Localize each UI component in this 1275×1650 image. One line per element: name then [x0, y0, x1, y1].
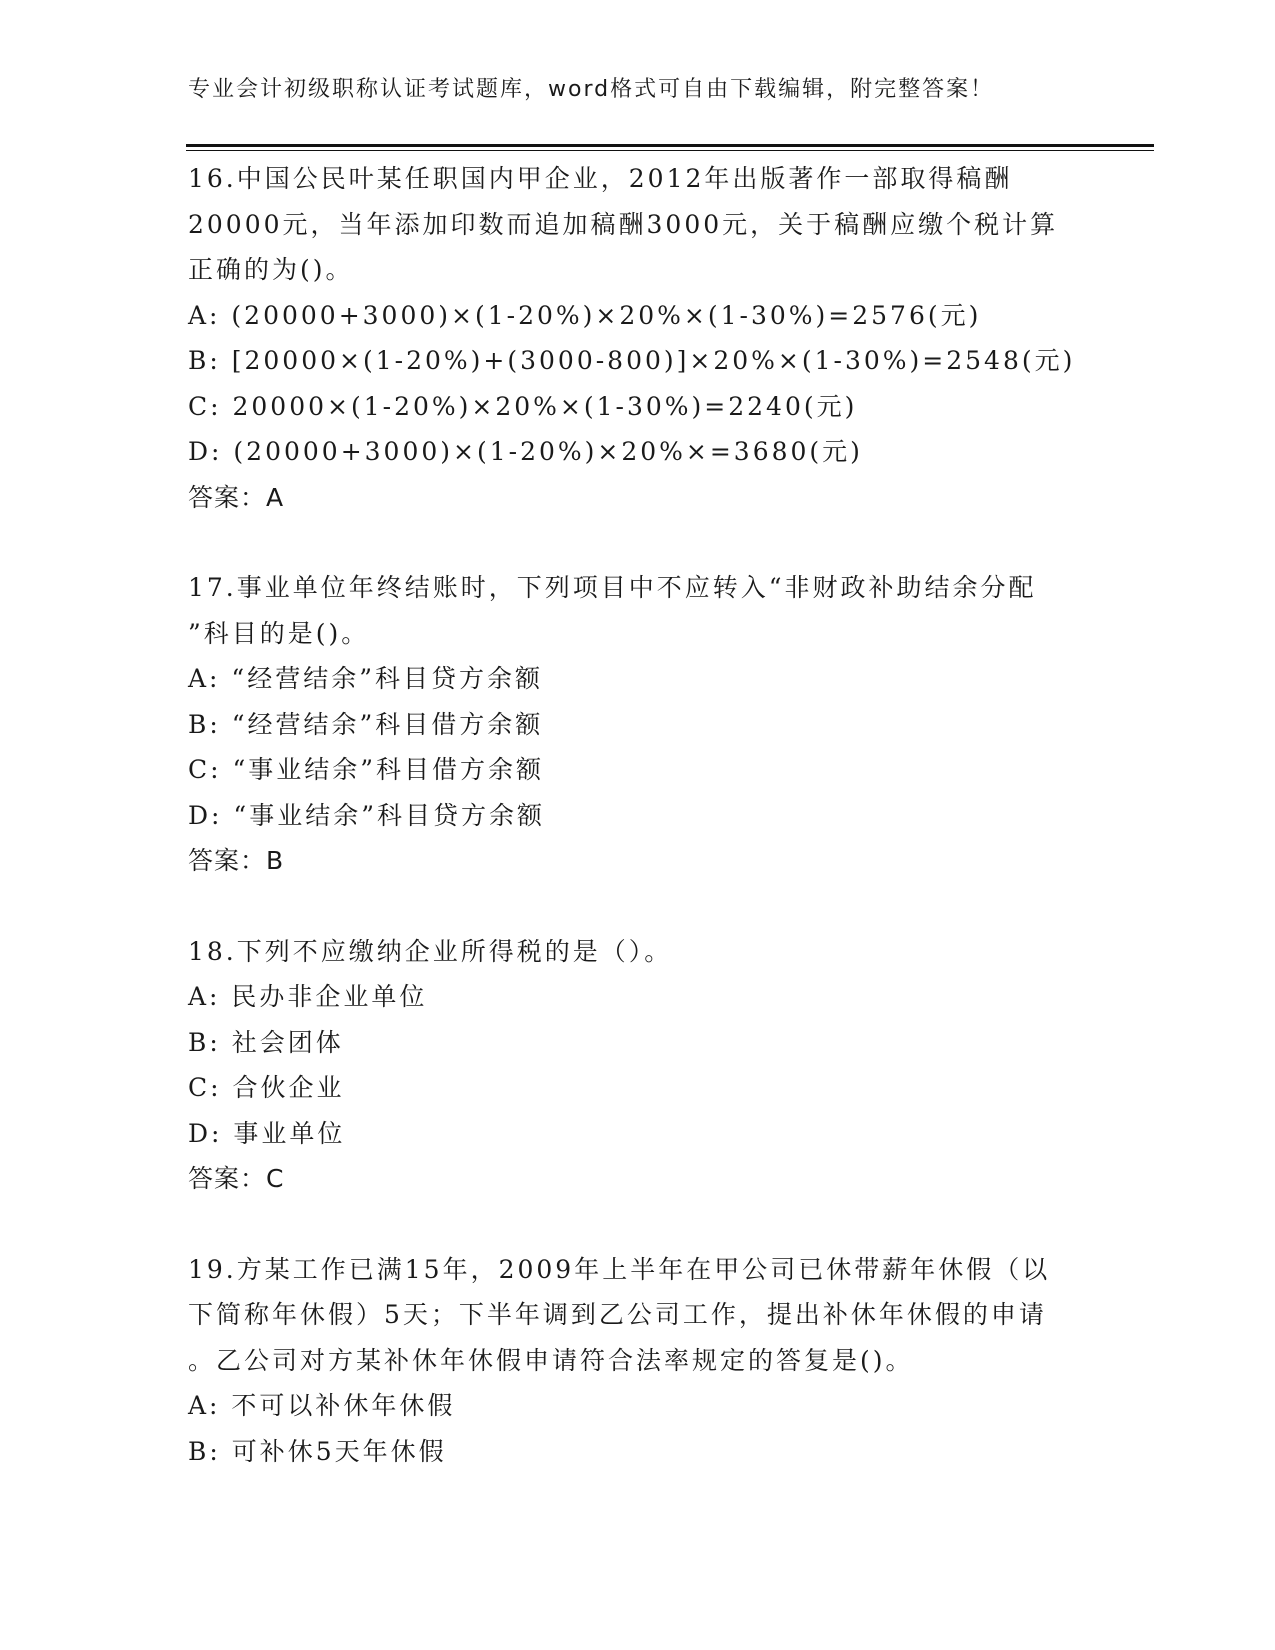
question-text: 19.方某工作已满15年，2009年上半年在甲公司已休带薪年休假（以: [188, 1254, 1051, 1284]
question-text: 18.下列不应缴纳企业所得税的是（）。: [188, 936, 673, 966]
question-text: 正确的为()。: [188, 255, 354, 284]
option-a: A: 民办非企业单位: [188, 982, 428, 1011]
option-c: C: 合伙企业: [188, 1073, 345, 1102]
option-a: A: 不可以补休年休假: [188, 1391, 456, 1420]
option-d: D: “事业结余”科目贷方余额: [188, 800, 545, 830]
answer: 答案：A: [188, 482, 285, 512]
question-18: [188, 929, 1088, 1202]
option-b: B: 社会团体: [188, 1027, 344, 1057]
question-text: ”科目的是()。: [188, 618, 370, 648]
question-19: [188, 1247, 1088, 1475]
header-divider: [186, 144, 1154, 151]
question-text: 下简称年休假）5天；下半年调到乙公司工作，提出补休年休假的申请: [188, 1300, 1047, 1329]
option-c: C: “事业结余”科目借方余额: [188, 755, 545, 784]
page-header: 专业会计初级职称认证考试题库，word格式可自由下载编辑，附完整答案！: [188, 77, 995, 102]
option-d: D: (20000+3000)×(1-20%)×20%×=3680(元): [188, 437, 863, 466]
question-17: [188, 565, 1088, 884]
answer: 答案：C: [188, 1164, 285, 1193]
option-a: A: “经营结余”科目贷方余额: [188, 664, 543, 693]
answer: 答案：B: [188, 846, 285, 875]
option-a: A: (20000+3000)×(1-20%)×20%×(1-30%)=2576(元): [188, 300, 982, 330]
question-16: [188, 156, 1088, 520]
question-text: 。乙公司对方某补休年休假申请符合法率规定的答复是()。: [188, 1345, 914, 1375]
question-text: 16.中国公民叶某任职国内甲企业，2012年出版著作一部取得稿酬: [188, 164, 1013, 193]
question-list: [188, 156, 1088, 1519]
option-b: B: 可补休5天年休假: [188, 1436, 447, 1466]
option-c: C: 20000×(1-20%)×20%×(1-30%)=2240(元): [188, 391, 858, 421]
question-text: 20000元，当年添加印数而追加稿酬3000元，关于稿酬应缴个税计算: [188, 209, 1059, 239]
option-b: B: [20000×(1-20%)+(3000-800)]×20%×(1-30%)=2548(元): [188, 346, 1076, 375]
question-text: 17.事业单位年终结账时，下列项目中不应转入“非财政补助结余分配: [188, 573, 1037, 602]
option-d: D: 事业单位: [188, 1118, 346, 1148]
option-b: B: “经营结余”科目借方余额: [188, 709, 544, 739]
